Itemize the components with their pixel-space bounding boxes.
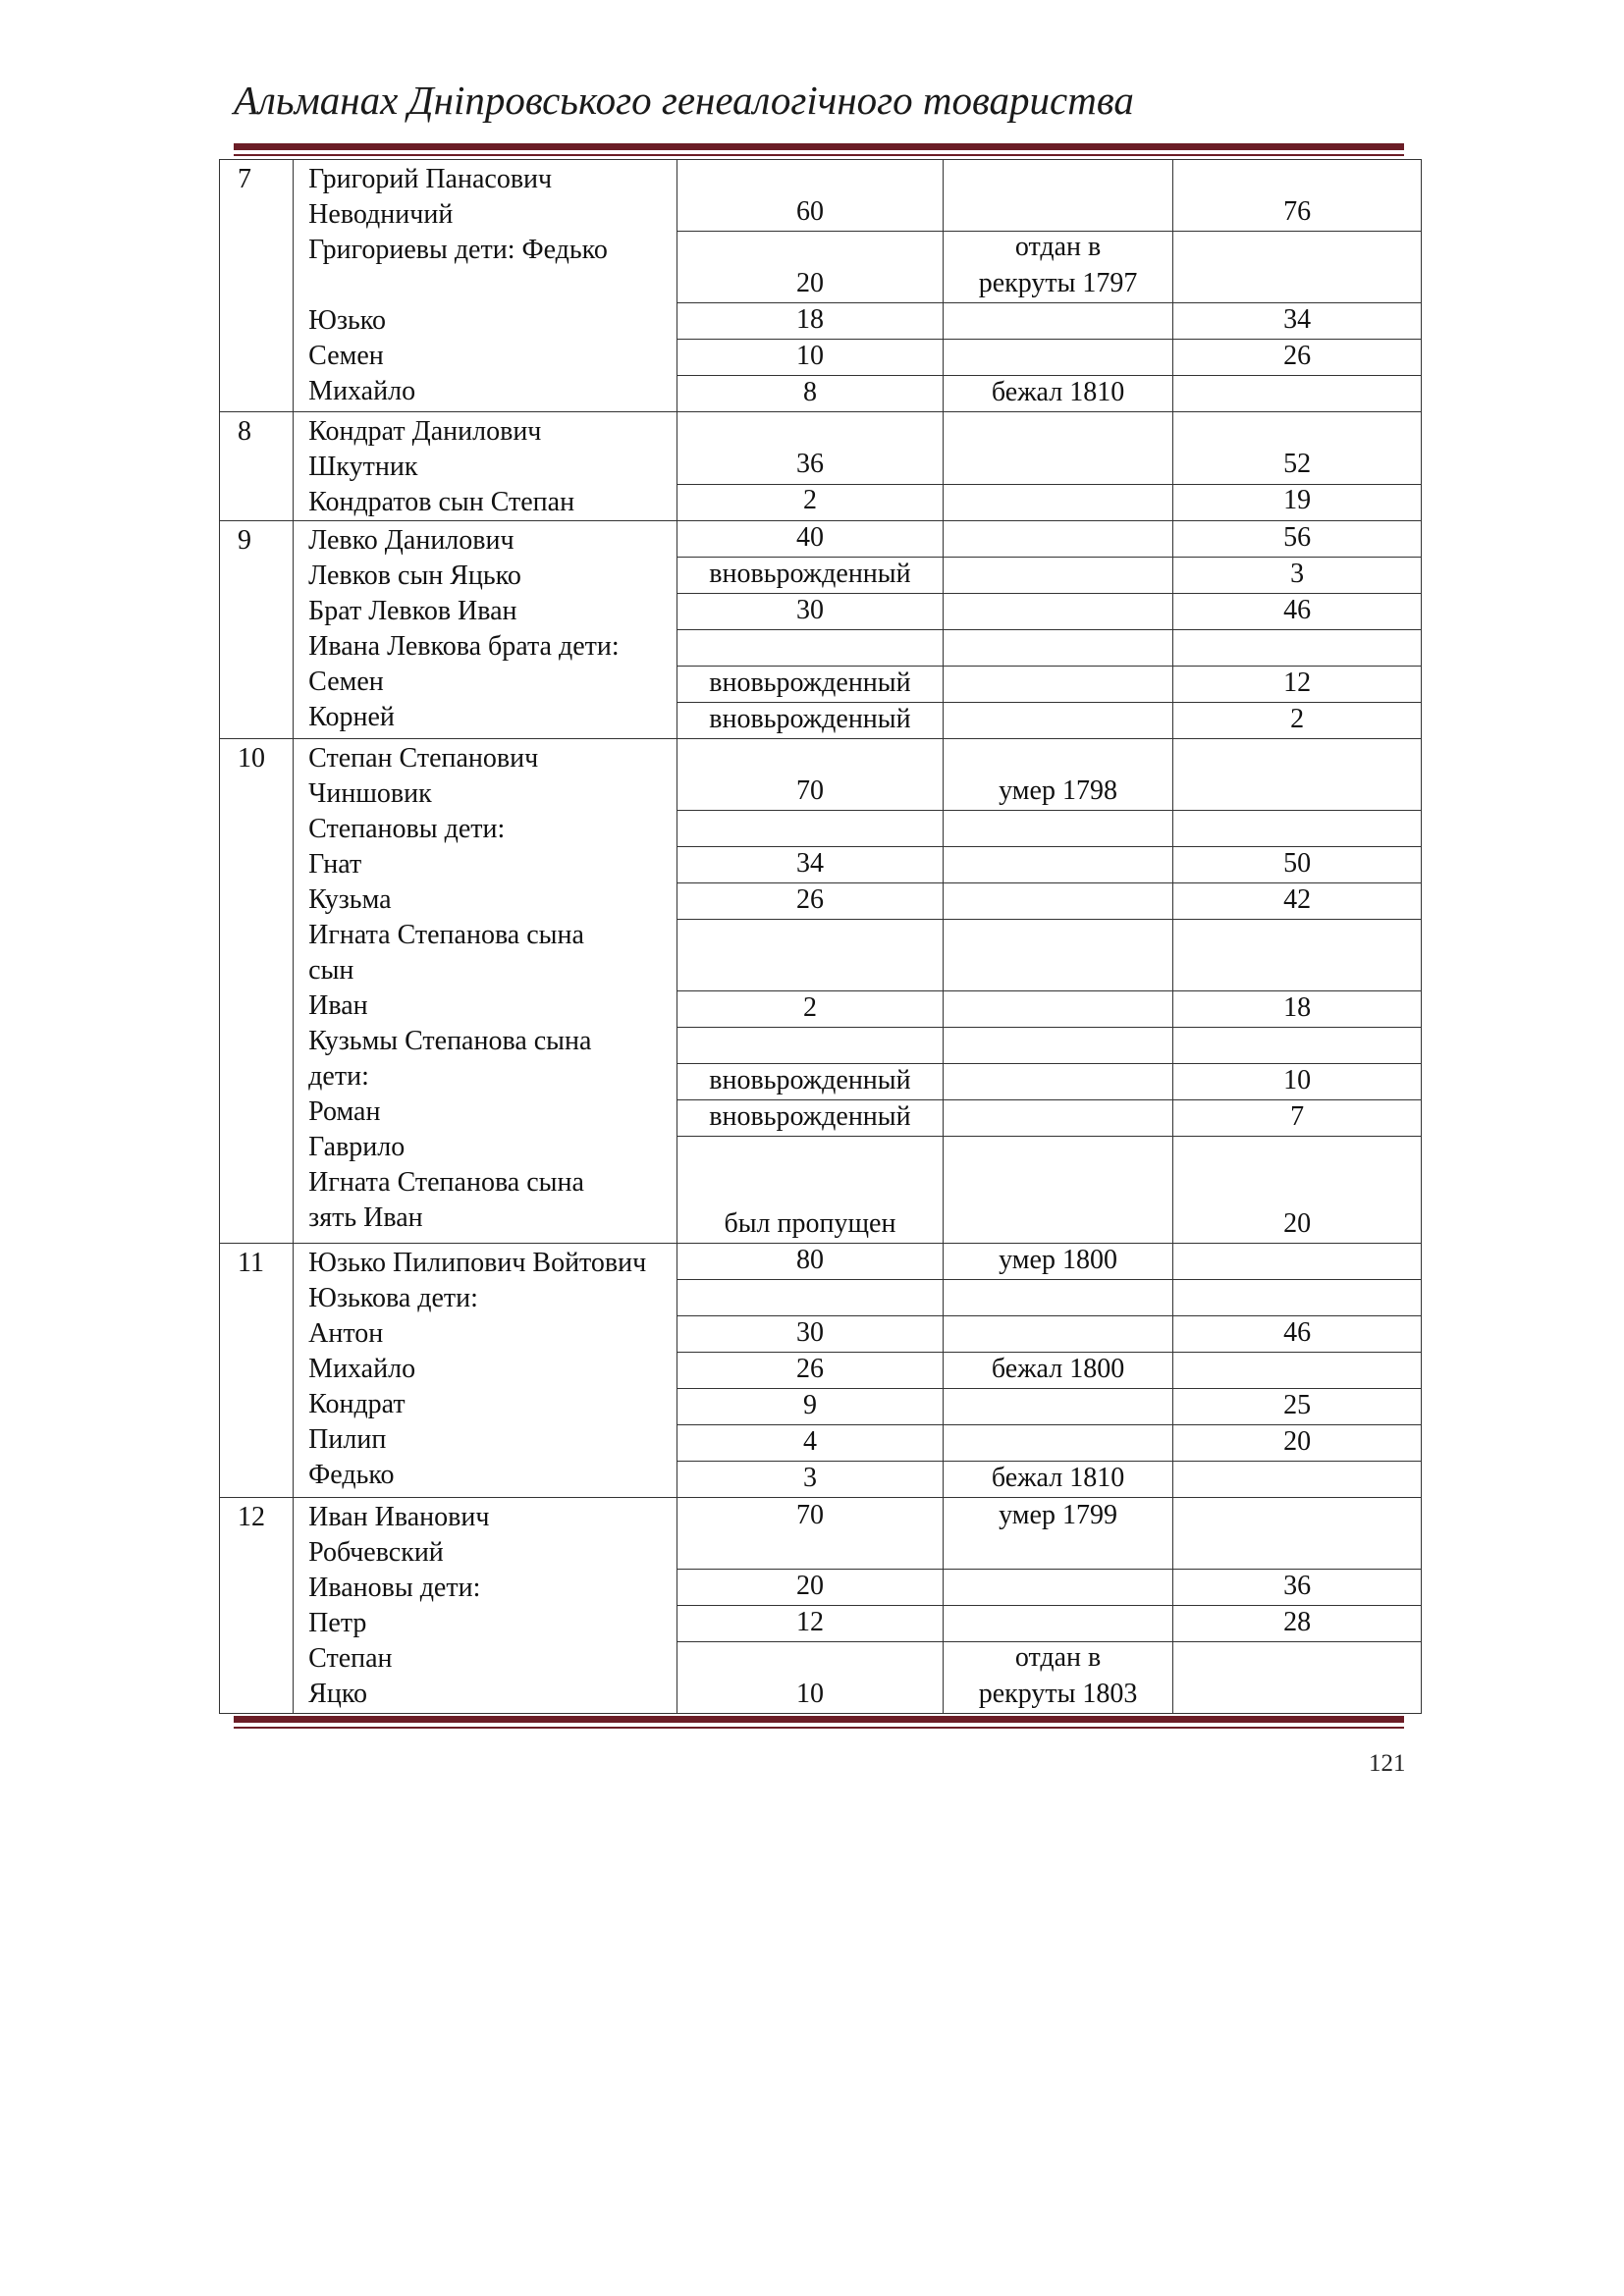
status-note-text: умер 1798 [999, 774, 1117, 806]
member-name: Иван [308, 990, 368, 1021]
member-name: Семен [308, 667, 384, 697]
status-note-cell [943, 1316, 1173, 1353]
status-note-cell [943, 1425, 1173, 1462]
status-note-cell [943, 558, 1173, 594]
member-name: Степановы дети: [308, 814, 506, 844]
age-1795-cell [677, 1100, 944, 1137]
member-name: дети: [308, 1061, 369, 1092]
member-name: Иван Иванович [308, 1502, 490, 1532]
age-1811-text: 18 [1283, 991, 1312, 1023]
age-1795-text: 10 [795, 340, 824, 371]
age-1811-cell [1173, 1028, 1422, 1064]
table-row [220, 160, 1422, 232]
age-1811-text: 19 [1283, 485, 1312, 516]
age-1795-cell [677, 991, 944, 1028]
age-1811-cell [1173, 667, 1422, 703]
household-number: 9 [220, 521, 294, 739]
status-note-cell [943, 1606, 1173, 1642]
age-1811-cell [1173, 1498, 1422, 1570]
member-name: Неводничий [308, 199, 454, 230]
age-1795-cell [677, 1353, 944, 1389]
age-1795-cell [677, 303, 944, 340]
age-1811-text: 36 [1283, 1570, 1312, 1601]
member-name: зять Иван [308, 1202, 423, 1233]
status-note-cell [943, 1642, 1173, 1714]
age-1795-text: 2 [802, 485, 817, 516]
age-1795-text: 26 [795, 1353, 824, 1384]
member-name: Григорий Панасович [308, 164, 553, 194]
table-row [220, 521, 1422, 558]
status-note-cell [943, 232, 1173, 303]
member-name: Кондрат Данилович [308, 416, 542, 447]
status-note-cell [943, 594, 1173, 630]
status-note-cell [943, 883, 1173, 920]
member-name: Юзько Пилипович Войтович [308, 1248, 647, 1278]
status-note-cell [943, 376, 1173, 412]
age-1811-text: 20 [1283, 1425, 1312, 1457]
age-1795-text: 70 [795, 774, 824, 806]
status-note-cell [943, 412, 1173, 485]
age-1811-text: 3 [1290, 558, 1305, 589]
age-1795-cell [677, 667, 944, 703]
age-1811-text: 42 [1283, 883, 1312, 915]
age-1811-cell [1173, 376, 1422, 412]
member-name: Григориевы дети: Федько [308, 235, 608, 265]
member-name: Семен [308, 341, 384, 371]
age-1795-text: 3 [802, 1462, 817, 1493]
age-1811-text: 25 [1283, 1389, 1312, 1420]
member-name: Федько [308, 1460, 395, 1490]
status-note-cell [943, 303, 1173, 340]
status-note-cell [943, 1353, 1173, 1389]
age-1795-cell [677, 1606, 944, 1642]
footer-rule [234, 1716, 1404, 1723]
age-1811-cell [1173, 1462, 1422, 1498]
household-members [294, 1244, 677, 1498]
age-1795-cell [677, 232, 944, 303]
age-1811-cell [1173, 991, 1422, 1028]
member-name: Ивана Левкова брата дети: [308, 631, 620, 662]
status-note-cell [943, 340, 1173, 376]
member-name: Степан [308, 1643, 393, 1674]
status-note-cell [943, 847, 1173, 883]
age-1811-cell [1173, 920, 1422, 991]
household-members [294, 739, 677, 1244]
status-note-text: отдан в [1014, 1642, 1102, 1674]
age-1795-cell [677, 1570, 944, 1606]
age-1795-cell [677, 739, 944, 811]
status-note-cell [943, 1100, 1173, 1137]
age-1795-text: 30 [795, 1316, 824, 1348]
age-1795-text: вновьрожденный [709, 703, 911, 734]
member-name: Кузьма [308, 884, 392, 915]
age-1811-text: 50 [1283, 847, 1312, 879]
member-name: Гаврило [308, 1132, 406, 1162]
household-members [294, 521, 677, 739]
member-name: Пилип [308, 1424, 387, 1455]
age-1811-cell [1173, 847, 1422, 883]
age-1811-cell [1173, 1389, 1422, 1425]
age-1811-text: 46 [1283, 594, 1312, 625]
status-note-cell [943, 1028, 1173, 1064]
member-name: сын [308, 955, 354, 986]
age-1795-cell [677, 558, 944, 594]
age-1811-text: 20 [1283, 1207, 1312, 1239]
table-row [220, 1244, 1422, 1280]
member-name: Шкутник [308, 452, 418, 482]
age-1795-text: 20 [795, 1570, 824, 1601]
age-1795-text: 34 [795, 847, 824, 879]
age-1811-text: 56 [1283, 521, 1312, 553]
age-1811-cell [1173, 1316, 1422, 1353]
age-1811-text: 2 [1290, 703, 1305, 734]
age-1811-cell [1173, 594, 1422, 630]
member-name: Корней [308, 702, 395, 732]
age-1795-text: 30 [795, 594, 824, 625]
status-note-cell [943, 1064, 1173, 1100]
age-1795-text: 26 [795, 883, 824, 915]
status-note-cell [943, 630, 1173, 667]
age-1811-text: 12 [1283, 667, 1312, 698]
household-number: 11 [220, 1244, 294, 1498]
age-1811-cell [1173, 1100, 1422, 1137]
household-number: 8 [220, 412, 294, 521]
member-name: Чиншовик [308, 778, 432, 809]
status-note-cell [943, 160, 1173, 232]
status-note-cell [943, 1137, 1173, 1244]
age-1795-cell [677, 1316, 944, 1353]
status-note-text: умер 1799 [999, 1500, 1117, 1530]
age-1811-cell [1173, 811, 1422, 847]
age-1795-cell [677, 811, 944, 847]
member-name: Ивановы дети: [308, 1573, 481, 1603]
member-name: Левко Данилович [308, 525, 514, 556]
age-1795-text: 2 [802, 991, 817, 1023]
status-note-text: рекруты 1797 [978, 267, 1138, 298]
age-1795-cell [677, 340, 944, 376]
age-1811-text: 28 [1283, 1606, 1312, 1637]
age-1795-text: вновьрожденный [709, 667, 911, 698]
status-note-cell [943, 1570, 1173, 1606]
table-row [220, 739, 1422, 811]
member-name: Брат Левков Иван [308, 596, 517, 626]
age-1811-cell [1173, 412, 1422, 485]
age-1795-cell [677, 920, 944, 991]
age-1795-cell [677, 1642, 944, 1714]
age-1795-text: 12 [795, 1606, 824, 1637]
status-note-cell [943, 739, 1173, 811]
age-1795-cell [677, 703, 944, 739]
status-note-cell [943, 484, 1173, 520]
member-name: Кондратов сын Степан [308, 487, 575, 517]
status-note-text: рекруты 1803 [978, 1678, 1138, 1709]
age-1811-text: 10 [1283, 1064, 1312, 1095]
member-name: Юзькова дети: [308, 1283, 478, 1313]
member-name: Юзько [308, 305, 386, 336]
member-name: Игната Степанова сына [308, 1167, 584, 1198]
age-1811-text: 7 [1290, 1100, 1305, 1132]
status-note-text: бежал 1810 [991, 376, 1125, 407]
member-name: Степан Степанович [308, 743, 539, 774]
member-name: Яцко [308, 1679, 368, 1709]
age-1795-text: 9 [802, 1389, 817, 1420]
status-note-text: бежал 1810 [991, 1462, 1125, 1493]
age-1811-cell [1173, 1570, 1422, 1606]
age-1811-text: 52 [1283, 448, 1312, 479]
member-name [308, 268, 677, 303]
age-1811-cell [1173, 883, 1422, 920]
age-1795-cell [677, 1064, 944, 1100]
age-1811-text: 26 [1283, 340, 1312, 371]
age-1811-text: 34 [1283, 303, 1312, 335]
age-1795-text: вновьрожденный [709, 1100, 911, 1132]
status-note-text: отдан в [1014, 232, 1102, 263]
member-name: Антон [308, 1318, 384, 1349]
running-header: Альманах Дніпровського генеалогічного товариства [234, 78, 1134, 123]
age-1811-cell [1173, 521, 1422, 558]
status-note-cell [943, 811, 1173, 847]
header-rule-thin [234, 154, 1404, 156]
age-1795-text: был пропущен [724, 1207, 896, 1239]
member-name: Михайло [308, 376, 416, 406]
table-row [220, 1498, 1422, 1570]
member-name: Михайло [308, 1354, 416, 1384]
age-1795-text: вновьрожденный [709, 1064, 911, 1095]
age-1795-text: 80 [795, 1244, 824, 1275]
age-1795-cell [677, 412, 944, 485]
age-1795-cell [677, 1498, 944, 1570]
age-1795-cell [677, 1389, 944, 1425]
age-1811-cell [1173, 160, 1422, 232]
household-members [294, 412, 677, 521]
age-1795-text: 40 [795, 521, 824, 553]
age-1795-text: 4 [802, 1425, 817, 1457]
page-number: 121 [1369, 1750, 1406, 1777]
member-name: Роман [308, 1096, 381, 1127]
age-1811-cell [1173, 1244, 1422, 1280]
age-1811-cell [1173, 630, 1422, 667]
age-1795-cell [677, 521, 944, 558]
member-name: Игната Степанова сына [308, 920, 584, 950]
age-1795-cell [677, 376, 944, 412]
age-1795-cell [677, 883, 944, 920]
status-note-cell [943, 1498, 1173, 1570]
status-note-text: бежал 1800 [991, 1353, 1125, 1384]
status-note-cell [943, 1389, 1173, 1425]
member-name: Гнат [308, 849, 362, 880]
header-rule [234, 143, 1404, 150]
age-1811-cell [1173, 703, 1422, 739]
status-note-cell [943, 991, 1173, 1028]
household-number: 7 [220, 160, 294, 412]
age-1795-text: 8 [802, 376, 817, 407]
status-note-cell [943, 1280, 1173, 1316]
member-name: Петр [308, 1608, 367, 1638]
age-1795-cell [677, 160, 944, 232]
age-1795-cell [677, 630, 944, 667]
age-1795-text: 60 [795, 195, 824, 227]
age-1795-cell [677, 1028, 944, 1064]
age-1811-cell [1173, 1425, 1422, 1462]
member-name: Левков сын Яцько [308, 561, 521, 591]
age-1811-cell [1173, 1280, 1422, 1316]
member-name: Робчевский [308, 1537, 444, 1568]
age-1811-cell [1173, 739, 1422, 811]
age-1811-cell [1173, 484, 1422, 520]
age-1811-cell [1173, 1642, 1422, 1714]
age-1795-text: 10 [795, 1678, 824, 1709]
age-1795-cell [677, 1137, 944, 1244]
age-1811-cell [1173, 1137, 1422, 1244]
status-note-cell [943, 667, 1173, 703]
age-1795-cell [677, 1425, 944, 1462]
age-1795-text: 18 [795, 303, 824, 335]
household-number: 10 [220, 739, 294, 1244]
age-1811-cell [1173, 1064, 1422, 1100]
member-name: Кузьмы Степанова сына [308, 1026, 592, 1056]
age-1811-text: 76 [1283, 195, 1312, 227]
household-number: 12 [220, 1498, 294, 1714]
age-1811-cell [1173, 558, 1422, 594]
age-1795-cell [677, 594, 944, 630]
status-note-cell [943, 920, 1173, 991]
footer-rule-thin [234, 1727, 1404, 1729]
status-note-cell [943, 1244, 1173, 1280]
status-note-cell [943, 1462, 1173, 1498]
status-note-cell [943, 703, 1173, 739]
age-1795-cell [677, 1244, 944, 1280]
age-1795-text: 36 [795, 448, 824, 479]
age-1811-text: 46 [1283, 1316, 1312, 1348]
household-members [294, 1498, 677, 1714]
age-1795-text: 20 [795, 267, 824, 298]
age-1795-text: 70 [795, 1500, 824, 1530]
age-1795-cell [677, 847, 944, 883]
table-row [220, 412, 1422, 485]
age-1795-text: вновьрожденный [709, 558, 911, 589]
status-note-text: умер 1800 [999, 1244, 1117, 1275]
age-1811-cell [1173, 340, 1422, 376]
age-1795-cell [677, 484, 944, 520]
age-1811-cell [1173, 303, 1422, 340]
census-table [219, 159, 1422, 1714]
status-note-cell [943, 521, 1173, 558]
household-members [294, 160, 677, 412]
age-1811-cell [1173, 1353, 1422, 1389]
member-name: Кондрат [308, 1389, 406, 1419]
age-1811-cell [1173, 1606, 1422, 1642]
age-1795-cell [677, 1462, 944, 1498]
age-1795-cell [677, 1280, 944, 1316]
age-1811-cell [1173, 232, 1422, 303]
